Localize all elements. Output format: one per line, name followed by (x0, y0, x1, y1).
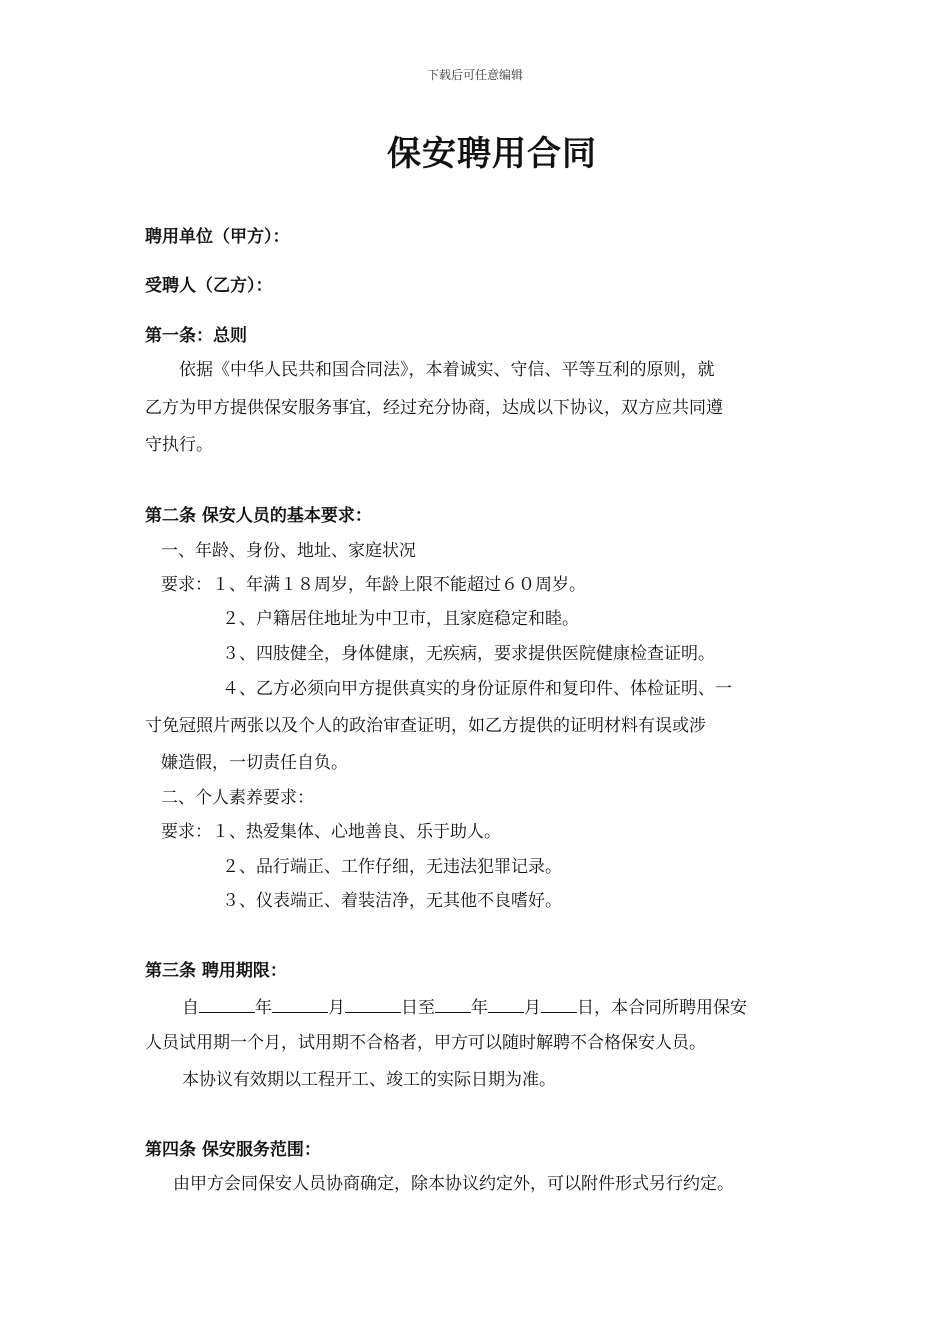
article1-line-2: 乙方为甲方提供保安服务事宜，经过充分协商，达成以下协议，双方应共同遵 (145, 398, 723, 418)
article1-heading: 第一条：总则 (145, 326, 247, 346)
article3-year-1: 年 (255, 998, 272, 1018)
article3-line-3: 本协议有效期以工程开工、竣工的实际日期为准。 (182, 1070, 556, 1090)
party-a-label: 聘用单位（甲方）： (145, 227, 290, 247)
article2-req1-3: ３、四肢健全，身体健康，无疾病，要求提供医院健康检查证明。 (222, 644, 715, 664)
article2-section1-title: 一、年龄、身份、地址、家庭状况 (161, 541, 416, 561)
end-day-blank[interactable] (541, 994, 577, 1013)
article3-month-1: 月 (328, 998, 345, 1018)
article2-req1-1: 要求：１、年满１８周岁，年龄上限不能超过６０周岁。 (161, 575, 586, 595)
page-header: 下载后可任意编辑 (426, 68, 523, 82)
article3-line-1 (182, 994, 747, 1020)
article3-line-2: 人员试用期一个月，试用期不合格者，甲方可以随时解聘不合格保安人员。 (145, 1033, 706, 1053)
article2-req2-3: ３、仪表端正、着装洁净，无其他不良嗜好。 (222, 891, 562, 911)
start-year-blank[interactable] (199, 994, 255, 1013)
article3-day-to: 日至 (401, 998, 435, 1018)
start-day-blank[interactable] (345, 994, 401, 1013)
article3-day-end: 日，本合同所聘用保安 (577, 998, 747, 1018)
article3-from: 自 (182, 998, 199, 1018)
article2-req2-1: 要求：１、热爱集体、心地善良、乐于助人。 (161, 822, 501, 842)
article4-line-1: 由甲方会同保安人员协商确定，除本协议约定外，可以附件形式另行约定。 (173, 1174, 734, 1194)
article3-year-2: 年 (471, 998, 488, 1018)
start-month-blank[interactable] (272, 994, 328, 1013)
article2-req1-4-cont1: 寸免冠照片两张以及个人的政治审查证明，如乙方提供的证明材料有误或涉 (145, 716, 706, 736)
article2-heading: 第二条 保安人员的基本要求： (145, 506, 372, 526)
document-title: 保安聘用合同 (387, 134, 597, 174)
article2-req1-2: ２、户籍居住地址为中卫市，且家庭稳定和睦。 (222, 609, 579, 629)
end-year-blank[interactable] (435, 994, 471, 1013)
article2-section2-title: 二、个人素养要求： (161, 788, 314, 808)
party-b-label: 受聘人（乙方）： (145, 276, 273, 296)
article3-heading: 第三条 聘用期限： (145, 961, 287, 981)
article2-req1-4: ４、乙方必须向甲方提供真实的身份证原件和复印件、体检证明、一 (222, 679, 732, 699)
article4-heading: 第四条 保安服务范围： (145, 1140, 321, 1160)
end-month-blank[interactable] (488, 994, 524, 1013)
article2-req1-4-cont2: 嫌造假，一切责任自负。 (161, 753, 348, 773)
article1-line-3: 守执行。 (145, 435, 213, 455)
article2-req2-2: ２、品行端正、工作仔细，无违法犯罪记录。 (222, 857, 562, 877)
article1-line-1: 依据《中华人民共和国合同法》，本着诚实、守信、平等互利的原则，就 (179, 360, 715, 380)
article3-month-2: 月 (524, 998, 541, 1018)
